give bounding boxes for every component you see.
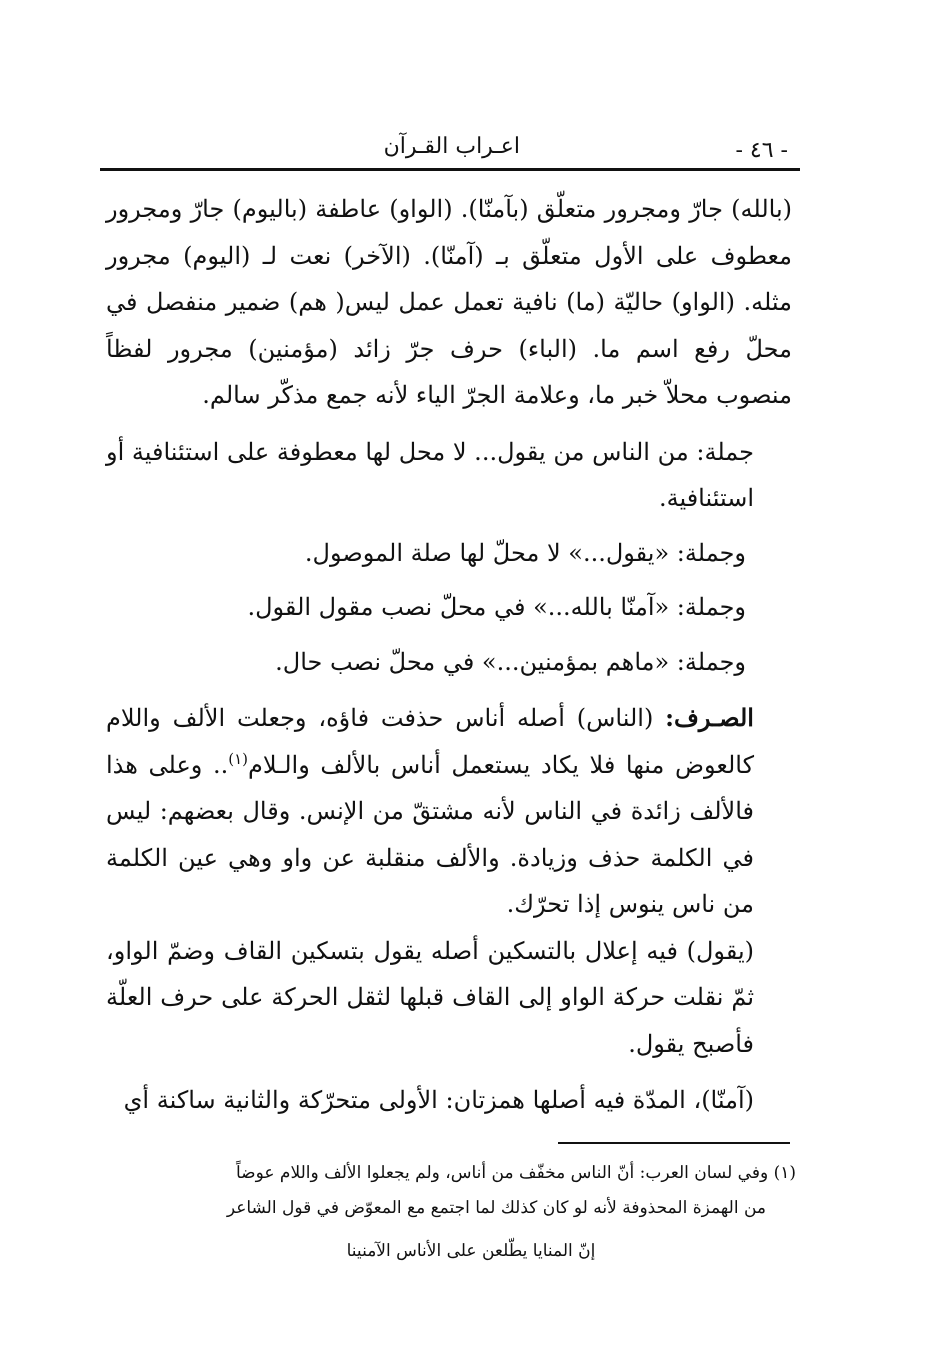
paragraph-amanna: (آمنّا)، المدّة فيه أصلها همزتان: الأولى متحرّكة والثانية ساكنة أي	[123, 1086, 754, 1114]
footnote-line-1: (١) وفي لسان العرب: أنّ الناس مخفّف من أناس، ولم يجعلوا الألف واللام عوضاً	[235, 1163, 796, 1183]
paragraph-sarf	[106, 695, 792, 928]
footnotes	[106, 1156, 796, 1269]
paragraph-irab-bil-lah: (بالله) جارّ ومجرور متعلّق (بآمنّا). (الواو) عاطفة (باليوم) جارّ ومجرور معطوف على الأول متعلّق بـ (آمنّا). (الآخر) نعت لـ (اليوم) مجرور مثله. (الواو) حاليّة (ما) نافية تعمل عمل ليس( هم) ضمير منفصل في محلّ رفع اسم ما. (الباء) حرف جرّ زائد (مؤمنين) مجرور لفظاً منصوب محلاّ خبر ما، وعلامة الجرّ الياء لأنه جمع مذكّر سالم.	[106, 195, 793, 409]
jumla-amanna: وجملة: «آمنّا بالله...» في محلّ نصب مقول القول.	[247, 593, 746, 621]
footnote-reference: (١)	[228, 749, 249, 768]
sarf-heading: الصـرف:	[665, 703, 754, 732]
paragraph-jumla-main: جملة: من الناس من يقول... لا محل لها معطوفة على استئنافية أو استئنافية.	[106, 437, 754, 512]
paragraph-yaqul: (يقول) فيه إعلال بالتسكين أصله يقول بتسكين القاف وضمّ الواو، ثمّ نقلت حركة الواو إلى القاف قبلها لثقل الحركة على حرف العلّة فأصبح يقول.	[106, 936, 754, 1058]
footnote-divider	[558, 1142, 790, 1144]
main-text	[106, 186, 792, 1124]
footnote-line-2: من الهمزة المحذوفة لأنه لو كان كذلك لما اجتمع مع المعوّض في قول الشاعر	[226, 1198, 766, 1218]
jumla-yaqul: وجملة: «يقول...» لا محلّ لها صلة الموصول.	[304, 538, 746, 567]
sarf-text-b: .. وعلى هذا فالألف زائدة في الناس لأنه مشتقّ من الإنس. وقال بعضهم: ليس في الكلمة حذف وزيادة. والألف منقلبة عن واو وهي عين الكلمة من ناس ينوس إذا تحرّك.	[106, 750, 754, 918]
sarf-text-a: (الناس) أصله أناس حذفت فاؤه، وجعلت الألف واللام كالعوض منها فلا يكاد يستعمل أناس بالألف والـلام	[106, 704, 755, 779]
running-title: اعـراب القـرآن	[383, 134, 520, 159]
header-divider	[100, 168, 800, 171]
page-header	[100, 130, 800, 170]
footnote-verse: إنّ المنايا يطّلعن على الأناس الآمنينا	[346, 1241, 596, 1261]
jumla-mahum: وجملة: «ماهم بمؤمنين...» في محلّ نصب حال.	[275, 647, 746, 676]
page-number: - ٤٦ -	[735, 138, 788, 163]
